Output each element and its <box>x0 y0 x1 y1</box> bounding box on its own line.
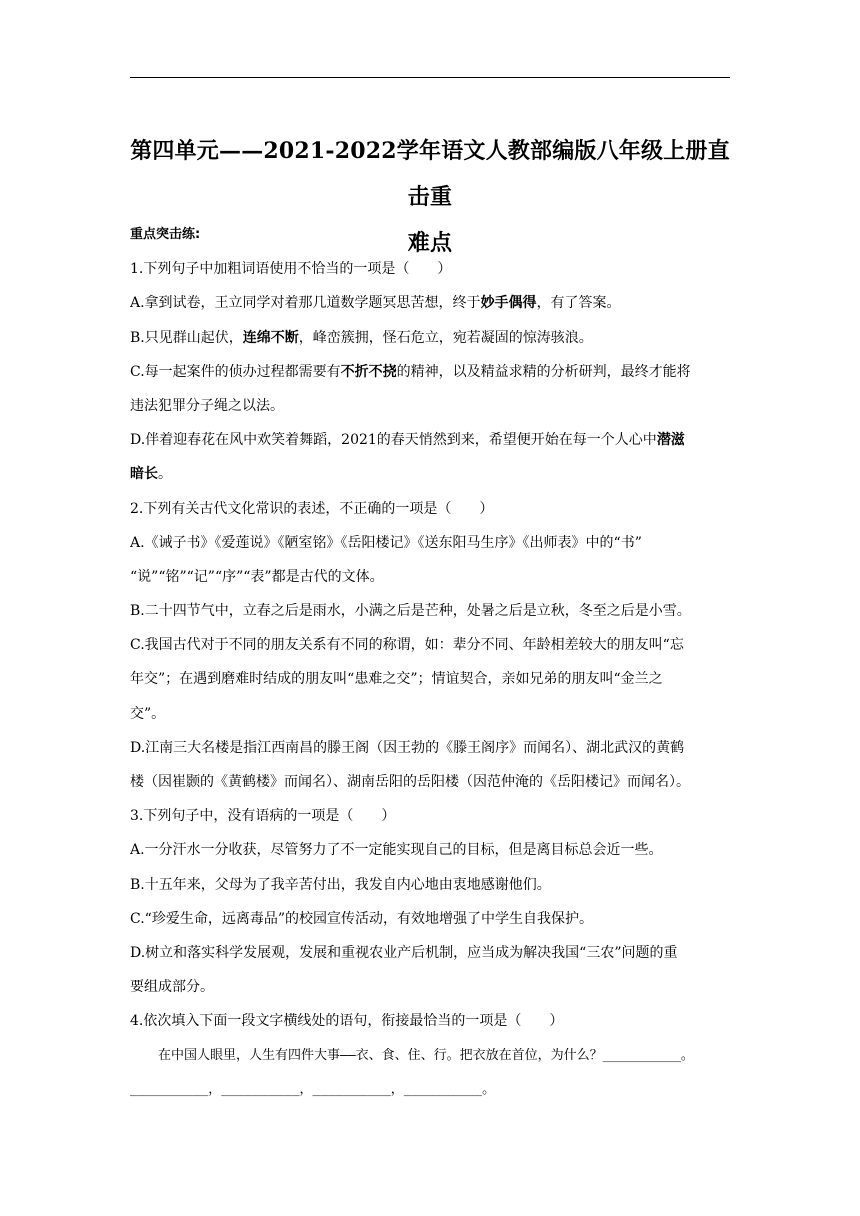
bold-phrase: 不折不挠 <box>340 363 397 380</box>
question-1-option-a <box>130 286 730 320</box>
title-line-1: 第四单元——2021-2022学年语文人教部编版八年级上册直击重 <box>130 138 730 210</box>
option-text: ，峰峦簇拥，怪石危立，宛若凝固的惊涛骇浪。 <box>298 329 593 346</box>
bold-phrase: 暗长 <box>130 466 158 483</box>
question-1-option-b <box>130 321 730 355</box>
option-text: D.伴着迎春花在风中欢笑着舞蹈，2021的春天悄然到来，希望便开始在每一个人心中 <box>130 432 657 449</box>
option-text: C.每一起案件的侦办过程都需要有 <box>130 363 341 380</box>
question-1-stem: 1.下列句子中加粗词语使用不恰当的一项是（ ） <box>130 261 452 278</box>
question-3-option-c: C.“珍爱生命，远离毒品”的校园宣传活动，有效地增强了中学生自我保护。 <box>130 910 593 927</box>
question-2-option-c-cont: 年交”；在遇到磨难时结成的朋友叫“患难之交”；情谊契合，亲如兄弟的朋友叫“金兰之 <box>130 671 663 688</box>
option-text: B.只见群山起伏， <box>130 329 243 346</box>
question-2-option-c-cont2: 交”。 <box>130 705 166 722</box>
question-1-option-c-cont: 违法犯罪分子绳之以法。 <box>130 397 284 414</box>
question-2-option-c: C.我国古代对于不同的朋友关系有不同的称谓，如：辈分不同、年龄相差较大的朋友叫“忘 <box>130 637 684 654</box>
bold-phrase: 潜滋 <box>656 432 685 449</box>
question-3-option-d: D.树立和落实科学发展观，发展和重视农业产后机制，应当成为解决我国“三农”问题的重 <box>130 944 678 961</box>
question-1-option-c <box>130 355 730 389</box>
question-2-stem: 2.下列有关古代文化常识的表述，不正确的一项是（ ） <box>130 500 494 517</box>
option-text: 的精神，以及精益求精的分析研判，最终才能将 <box>396 363 691 380</box>
question-2-option-d-cont: 楼（因崔颢的《黄鹤楼》而闻名）、湖南岳阳的岳阳楼（因范仲淹的《岳阳楼记》而闻名）。 <box>130 774 690 790</box>
question-4-passage-cont: __________，__________，__________，__________。 <box>130 1081 496 1097</box>
question-2-option-a-cont: “说”“铭”“记”“序”“表”都是古代的文体。 <box>130 568 384 585</box>
question-4-stem: 4.依次填入下面一段文字横线处的语句，衔接最恰当的一项是（ ） <box>130 1013 564 1030</box>
question-4-passage: 在中国人眼里，人生有四件大事——衣、食、住、行。把衣放在首位，为什么？__________。 <box>158 1047 694 1063</box>
header-rule <box>130 77 730 78</box>
question-2-option-a: A.《诫子书》《爱莲说》《陋室铭》《岳阳楼记》《送东阳马生序》《出师表》中的“书” <box>130 534 642 551</box>
question-1-option-d-cont <box>130 457 730 491</box>
question-3-option-d-cont: 要组成部分。 <box>130 979 214 996</box>
question-3-option-b: B.十五年来，父母为了我辛苦付出，我发自内心地由衷地感谢他们。 <box>130 876 551 893</box>
bold-phrase: 连绵不断 <box>242 329 299 346</box>
title-line-2: 难点 <box>407 230 453 256</box>
bold-phrase: 妙手偶得 <box>480 295 537 312</box>
option-text: ，有了答案。 <box>536 295 621 312</box>
document-body <box>130 218 730 1107</box>
option-text: A.拿到试卷，王立同学对着那几道数学题冥思苦想，终于 <box>130 295 481 312</box>
section-heading: 重点突击练: <box>130 227 201 242</box>
question-3-stem: 3.下列句子中，没有语病的一项是（ ） <box>130 808 396 825</box>
question-1-option-d <box>130 423 730 457</box>
question-2-option-b: B.二十四节气中，立春之后是雨水，小满之后是芒种，处暑之后是立秋，冬至之后是小雪。 <box>130 603 691 620</box>
option-text: 。 <box>158 466 172 483</box>
question-2-option-d: D.江南三大名楼是指江西南昌的滕王阁（因王勃的《滕王阁序》而闻名）、湖北武汉的黄鹤 <box>130 739 685 756</box>
question-3-option-a: A.一分汗水一分收获，尽管努力了不一定能实现自己的目标，但是离目标总会近一些。 <box>130 842 663 859</box>
